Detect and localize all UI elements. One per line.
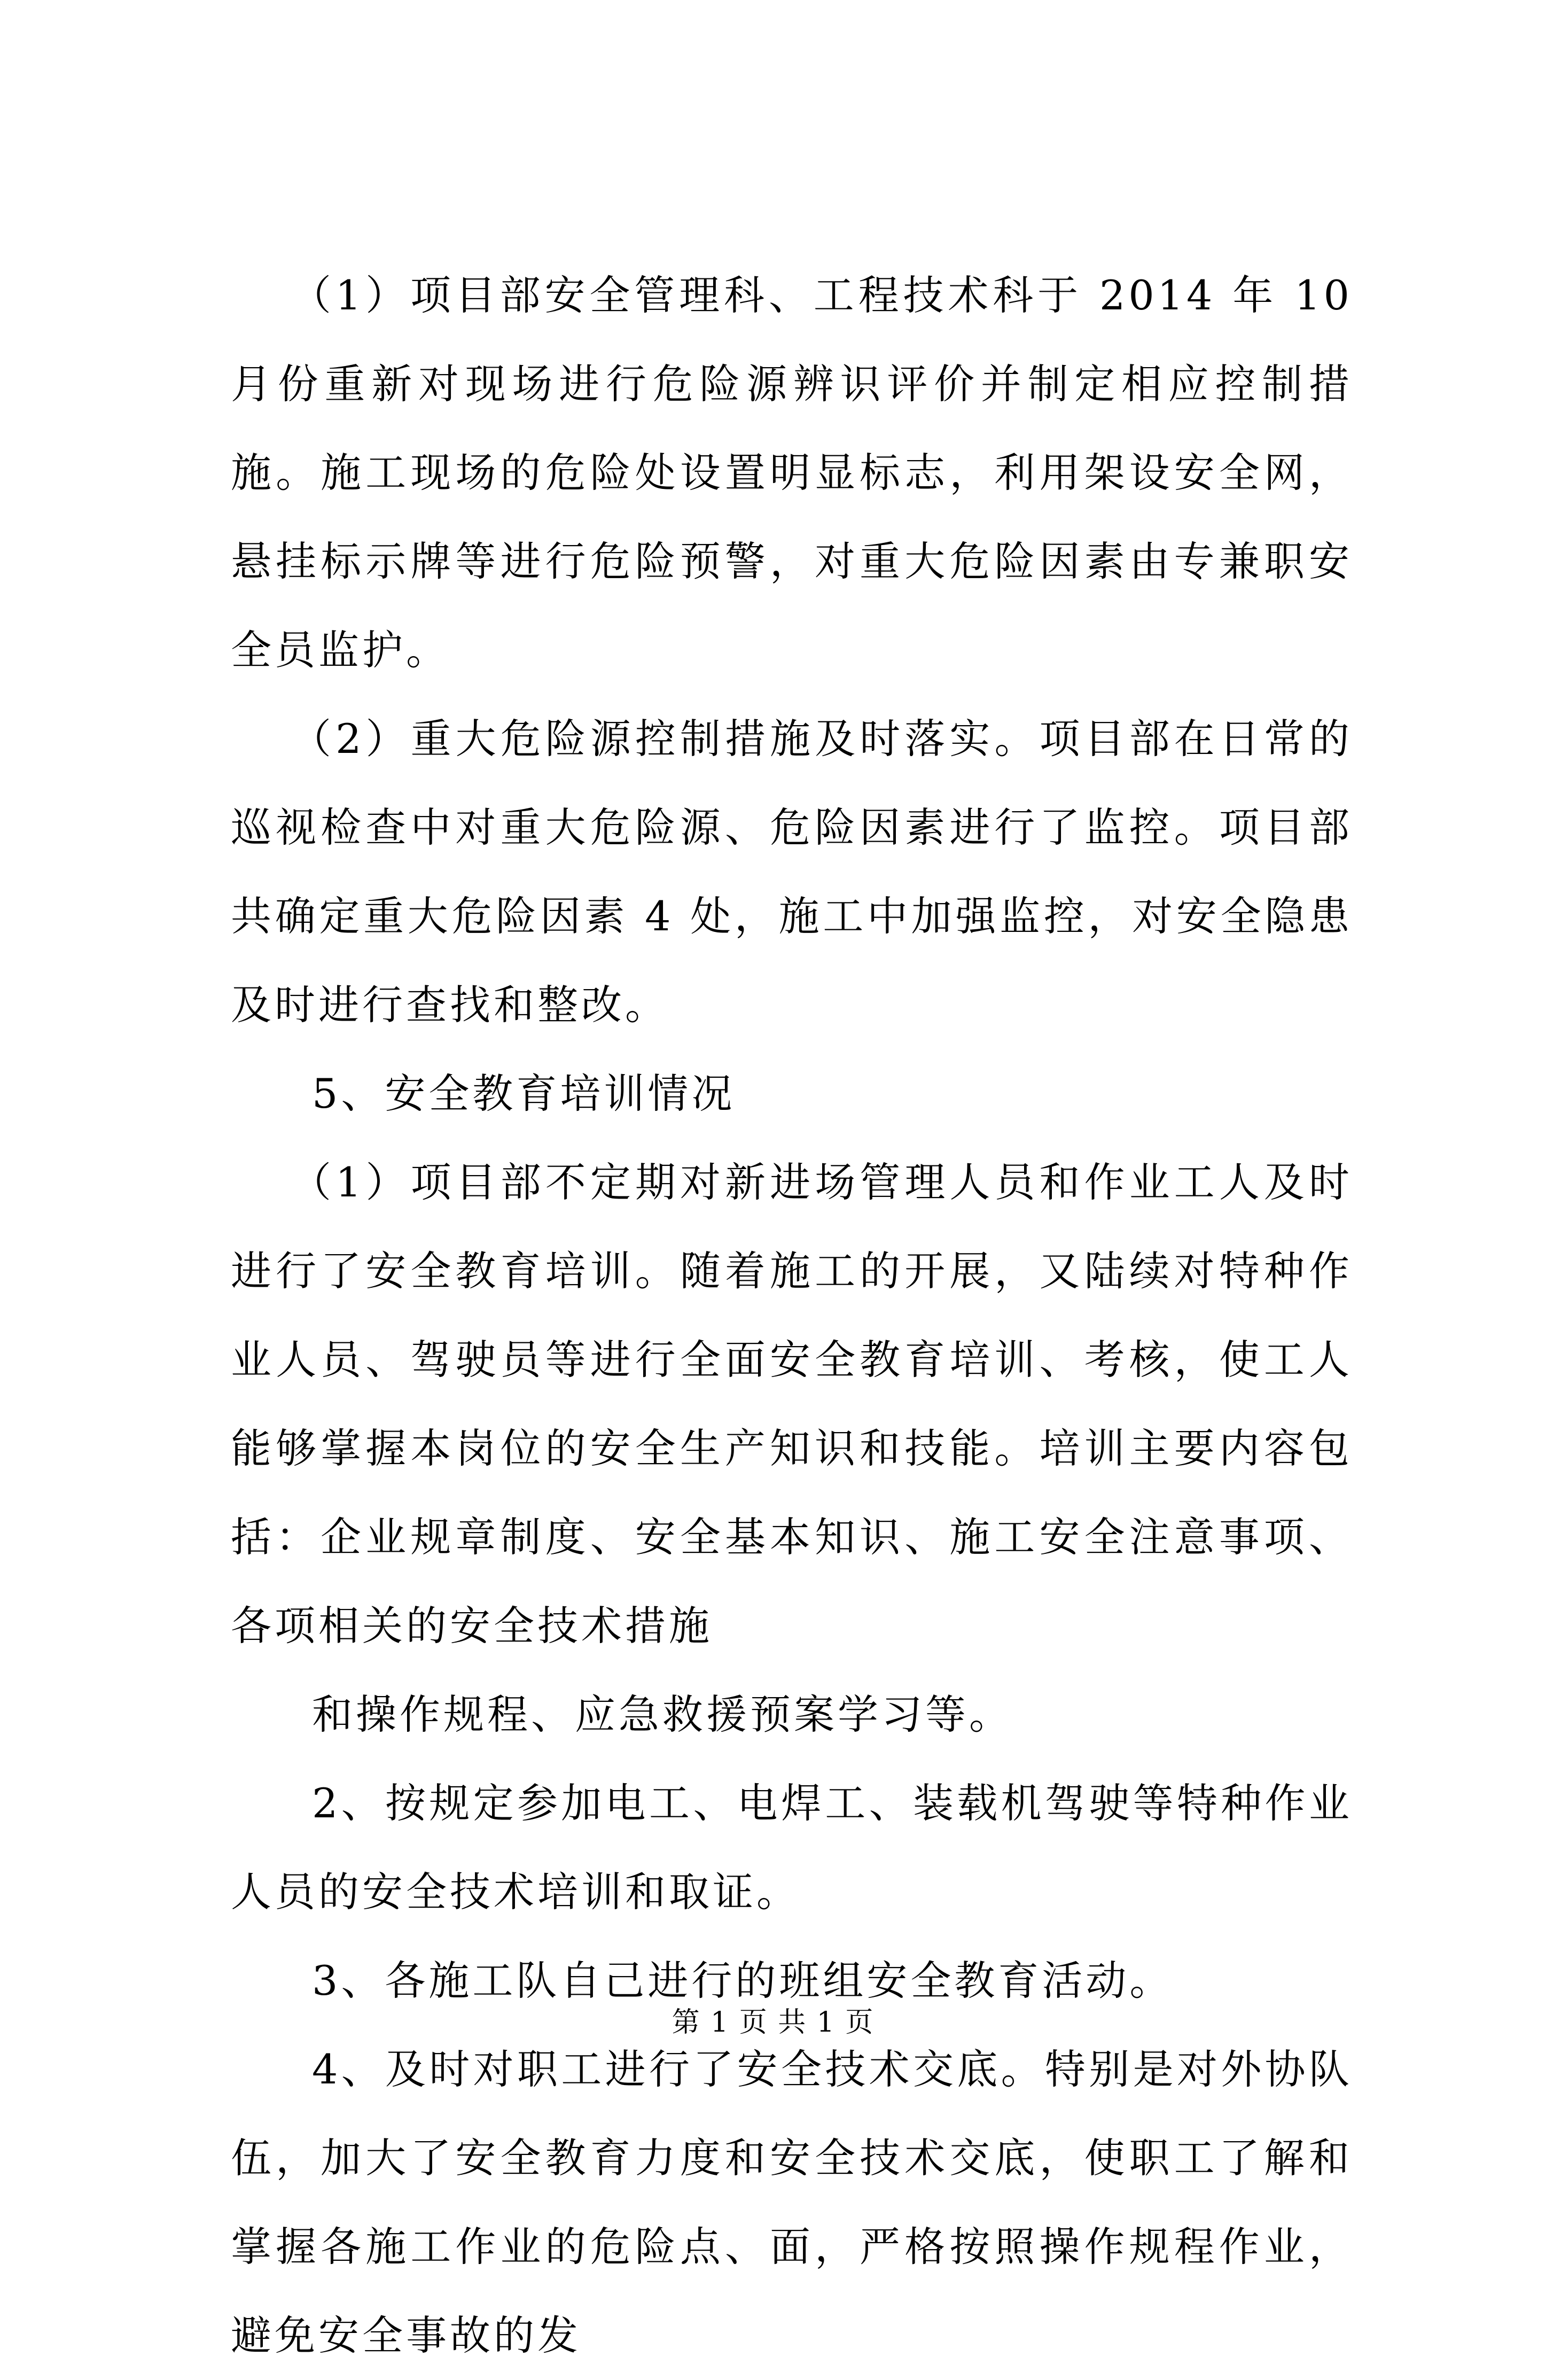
paragraph-hazard-control: （2）重大危险源控制措施及时落实。项目部在日常的巡视检查中对重大危险源、危险因素进行了监控。项目部共确定重大危险因素 4 处，施工中加强监控，对安全隐患及时进行查找和整改。 xyxy=(231,715,1353,1029)
paragraph-team-education: 3、各施工队自己进行的班组安全教育活动。 xyxy=(312,1957,1174,2004)
paragraph-hazard-identification: （1）项目部安全管理科、工程技术科于 2014 年 10 月份重新对现场进行危险源辨识评价并制定相应控制措施。施工现场的危险处设置明显标志，利用架设安全网，悬挂标示牌等进行危险预警，对重大危险因素由专兼职安全员监护。 xyxy=(231,271,1353,674)
paragraph-training-overview: （1）项目部不定期对新进场管理人员和作业工人及时进行了安全教育培训。随着施工的开展，又陆续对特种作业人员、驾驶员等进行全面安全教育培训、考核，使工人能够掌握本岗位的安全生产知识和技能。培训主要内容包括：企业规章制度、安全基本知识、施工安全注意事项、各项相关的安全技术措施 xyxy=(231,1158,1353,1650)
page-number: 第 1 页 共 1 页 xyxy=(672,2006,874,2039)
paragraph-technical-briefing: 4、及时对职工进行了安全技术交底。特别是对外协队伍，加大了安全教育力度和安全技术交底，使职工了解和掌握各施工作业的危险点、面，严格按照操作规程作业，避免安全事故的发 xyxy=(231,2045,1353,2359)
document-body xyxy=(231,251,1353,2380)
paragraph-special-operations: 2、按规定参加电工、电焊工、装载机驾驶等特种作业人员的安全技术培训和取证。 xyxy=(231,1779,1353,1916)
section-heading-safety-training: 5、安全教育培训情况 xyxy=(312,1070,736,1117)
page-footer xyxy=(0,2004,1546,2041)
paragraph-training-continuation: 和操作规程、应急救援预案学习等。 xyxy=(312,1691,1013,1738)
